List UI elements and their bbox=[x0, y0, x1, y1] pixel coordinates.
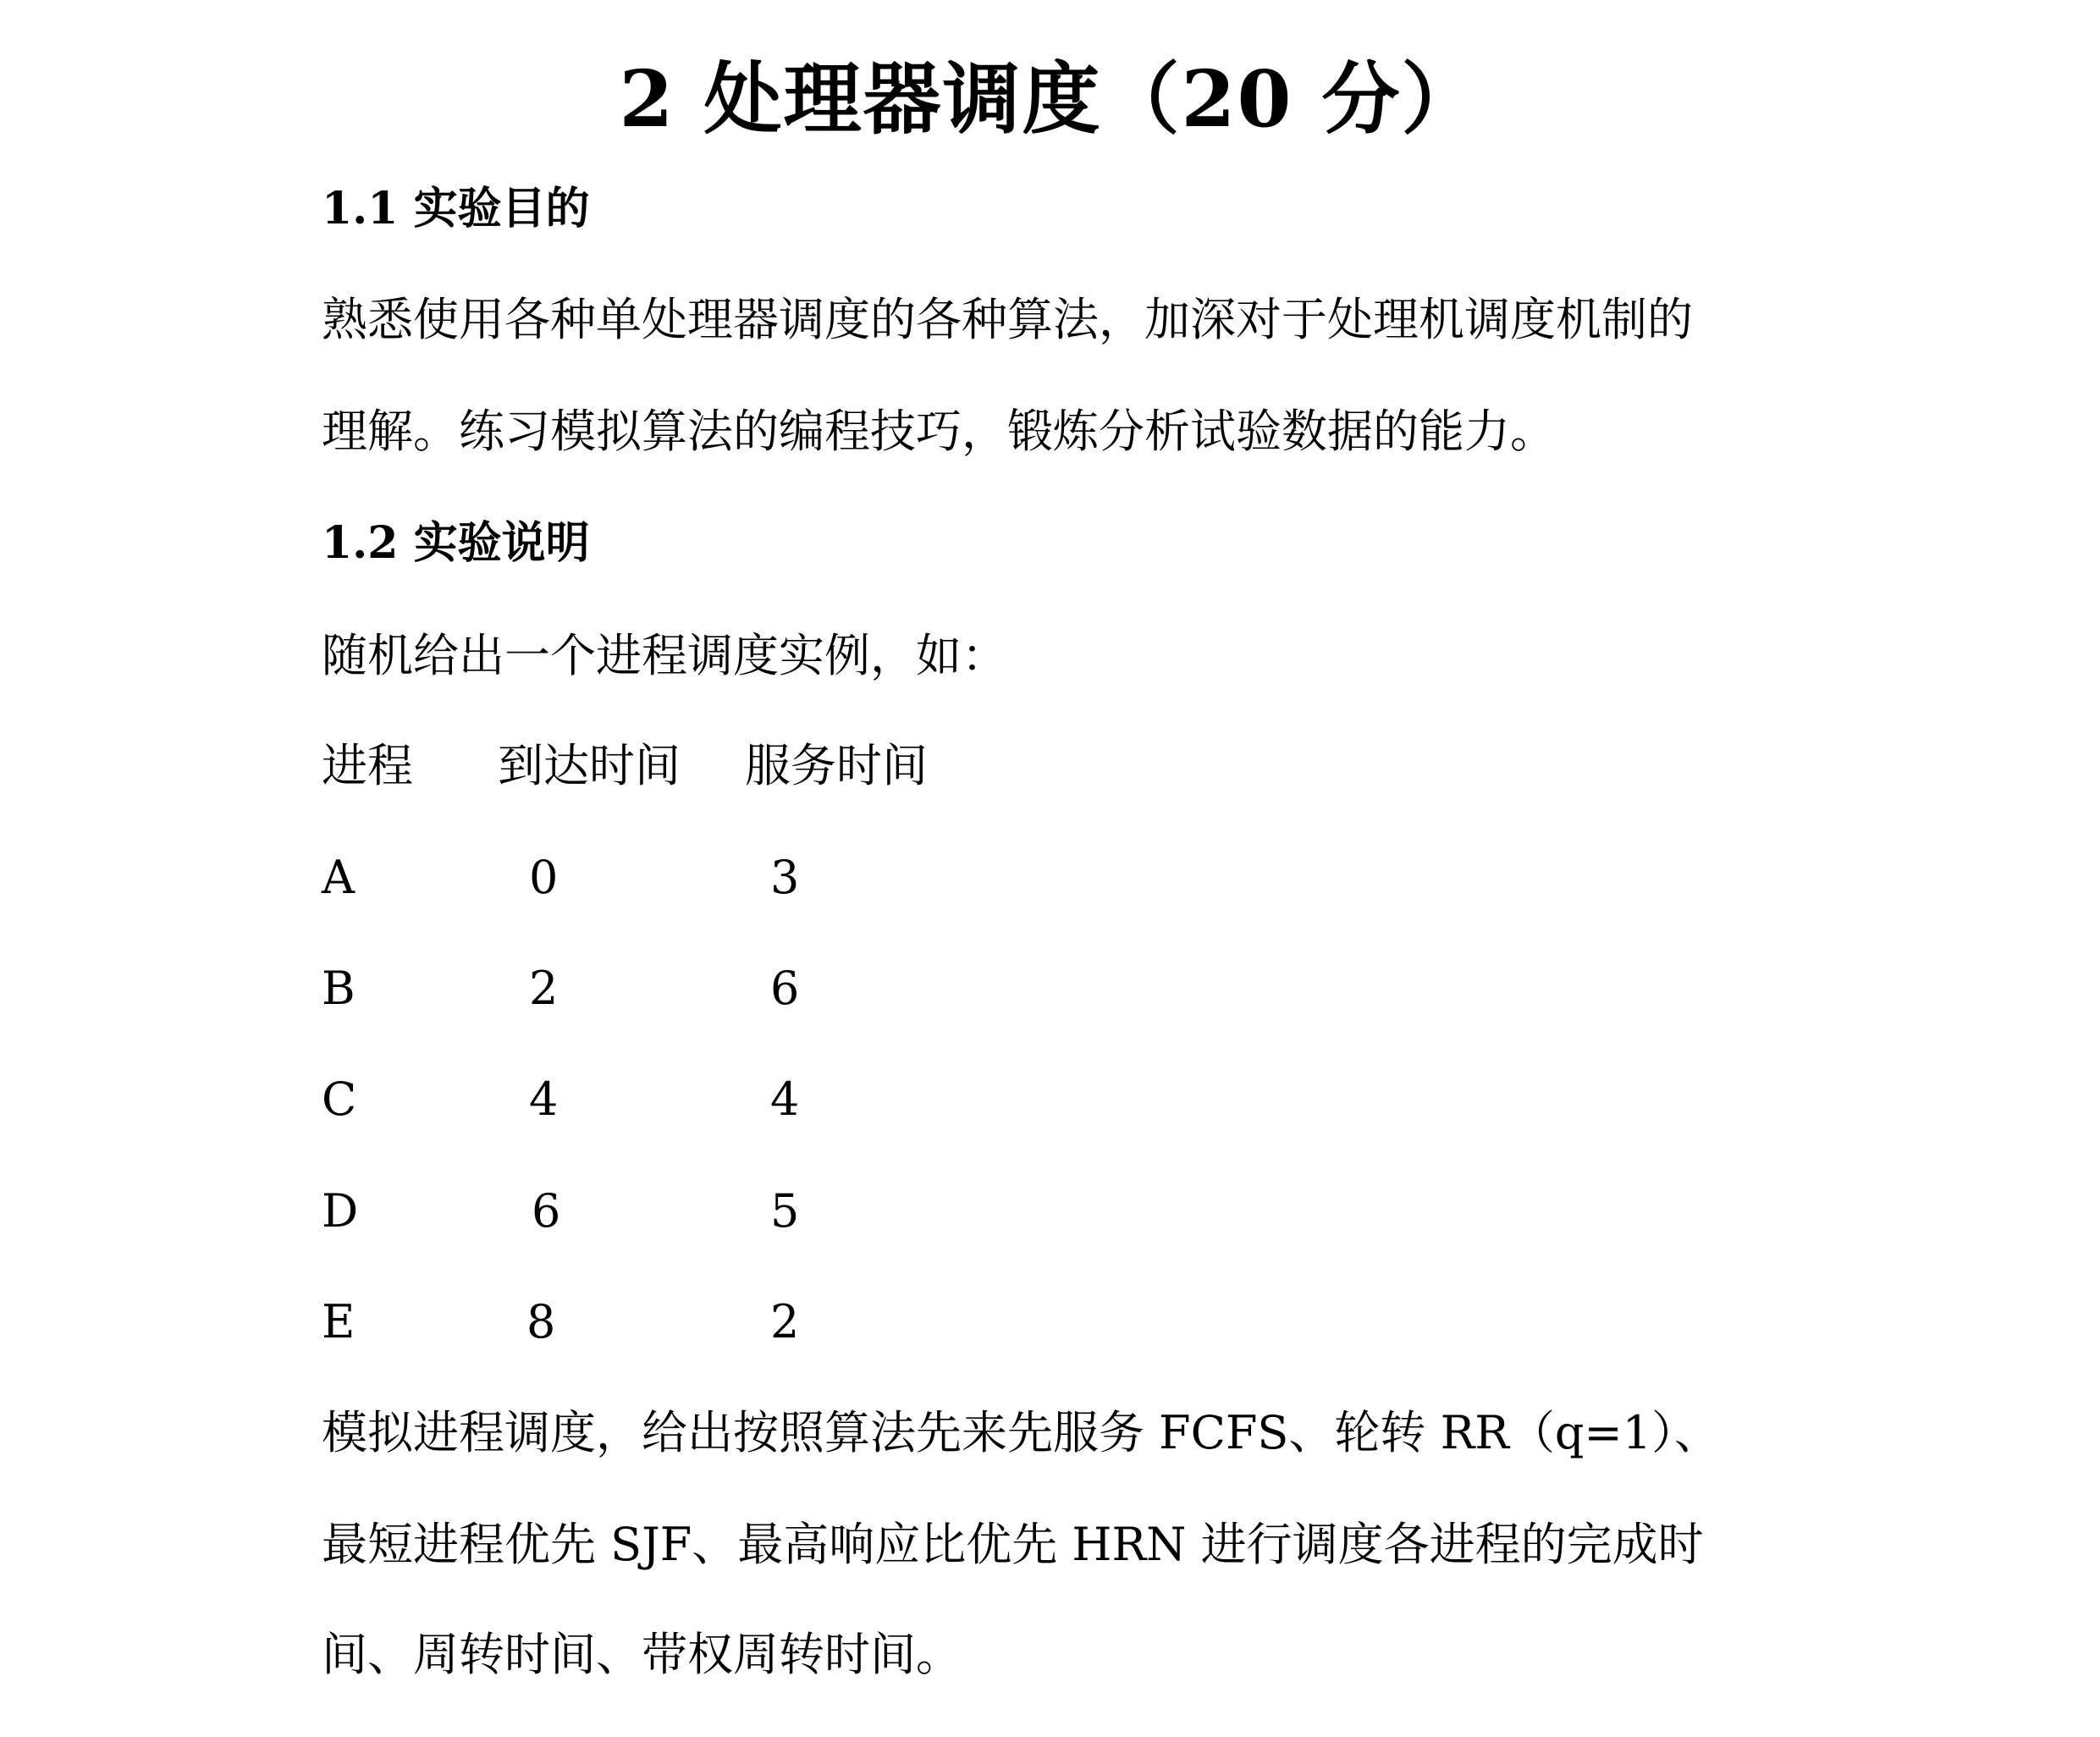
purpose-line-1: 熟悉使用各种单处理器调度的各种算法，加深对于处理机调度机制的 bbox=[322, 293, 1693, 346]
description-intro: 随机给出一个进程调度实例，如： bbox=[322, 629, 1007, 682]
service-time: 5 bbox=[770, 1184, 800, 1238]
arrival-time: 2 bbox=[529, 962, 559, 1015]
service-time: 6 bbox=[770, 962, 800, 1015]
service-time: 3 bbox=[770, 851, 800, 904]
description-line-2: 最短进程优先 SJF、最高响应比优先 HRN 进行调度各进程的完成时 bbox=[322, 1518, 1704, 1571]
arrival-time: 8 bbox=[526, 1295, 556, 1348]
section-heading-purpose: 1.1 实验目的 bbox=[322, 183, 590, 234]
section-heading-description: 1.2 实验说明 bbox=[322, 517, 590, 569]
arrival-time: 6 bbox=[532, 1184, 561, 1238]
arrival-time: 0 bbox=[529, 851, 559, 904]
description-line-1: 模拟进程调度，给出按照算法先来先服务 FCFS、轮转 RR（q=1）、 bbox=[322, 1406, 1721, 1459]
header-service-time: 服务时间 bbox=[745, 739, 928, 792]
header-process: 进程 bbox=[322, 739, 413, 792]
service-time: 2 bbox=[770, 1295, 800, 1348]
process-name: A bbox=[322, 851, 355, 904]
process-name: B bbox=[322, 962, 356, 1015]
purpose-line-2: 理解。练习模拟算法的编程技巧，锻炼分析试验数据的能力。 bbox=[322, 405, 1556, 458]
page-title: 2 处理器调度（20 分） bbox=[619, 53, 1481, 145]
arrival-time: 4 bbox=[529, 1073, 559, 1126]
service-time: 4 bbox=[770, 1073, 800, 1126]
description-line-3: 间、周转时间、带权周转时间。 bbox=[322, 1628, 962, 1681]
header-arrival-time: 到达时间 bbox=[498, 739, 681, 792]
process-name: D bbox=[322, 1184, 359, 1238]
process-name: E bbox=[322, 1295, 356, 1348]
process-name: C bbox=[322, 1073, 357, 1126]
